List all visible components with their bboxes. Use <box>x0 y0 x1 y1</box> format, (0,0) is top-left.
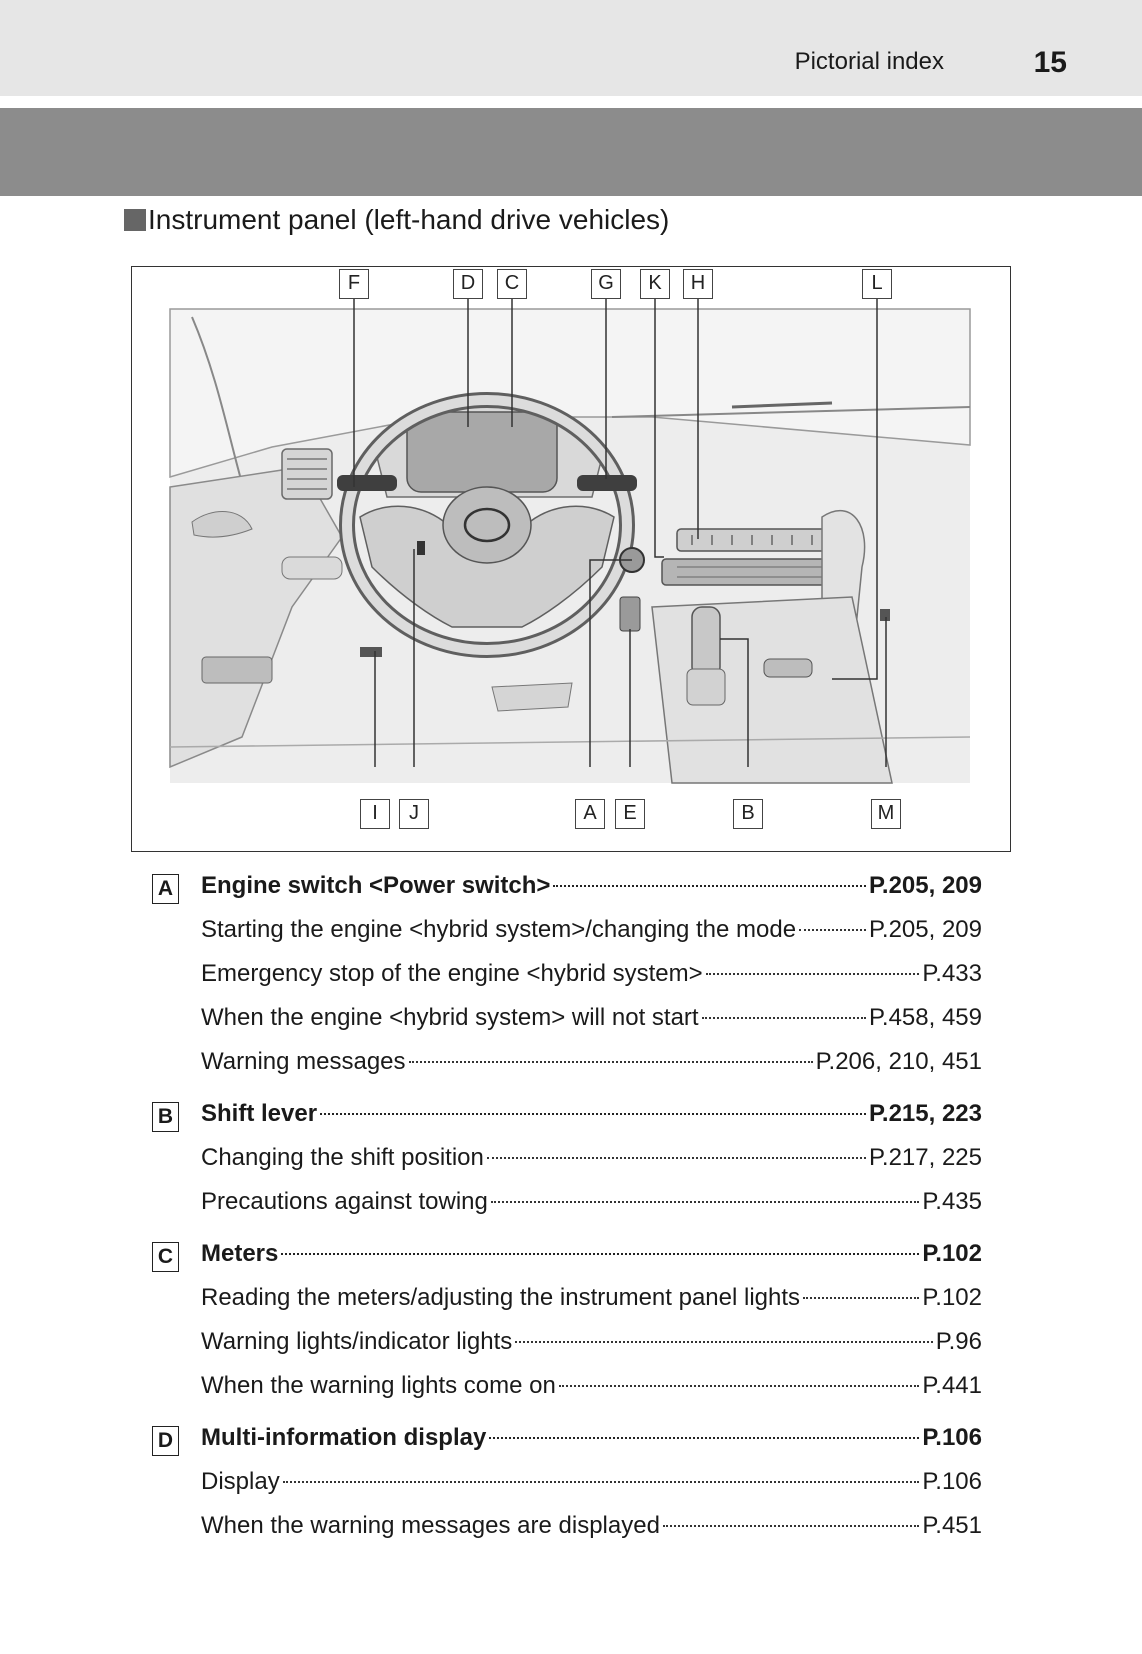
figure-label-c: C <box>497 269 527 299</box>
entry-row <box>201 1424 982 1452</box>
figure-label-a: A <box>575 799 605 829</box>
index-subentry <box>152 1138 982 1182</box>
index-subentry <box>152 1182 982 1226</box>
shift-lever <box>692 607 720 677</box>
entry-letter: B <box>152 1102 179 1132</box>
subentry-pages: P.206, 210, 451 <box>815 1048 982 1075</box>
steering-switch <box>417 541 425 555</box>
subentry-pages: P.458, 459 <box>868 1004 982 1031</box>
index-subentry <box>152 1322 982 1366</box>
figure-label-i: I <box>360 799 390 829</box>
entry-pages: P.102 <box>922 1240 982 1267</box>
entry-letter: C <box>152 1242 179 1272</box>
dot-leader <box>803 1297 919 1299</box>
subentry-label: When the warning messages are displayed <box>201 1512 660 1539</box>
entry-row <box>201 1100 982 1128</box>
dot-leader <box>409 1061 813 1063</box>
dot-leader <box>320 1113 866 1115</box>
entry-title: Engine switch <Power switch> <box>201 872 551 899</box>
foot-lever <box>360 647 382 657</box>
index-entry-b <box>152 1094 982 1138</box>
square-bullet-icon <box>124 209 146 231</box>
dot-leader <box>702 1017 866 1019</box>
index-entry-c <box>152 1234 982 1278</box>
dot-leader <box>491 1201 920 1203</box>
entry-letter: D <box>152 1426 179 1456</box>
subentry-label: Precautions against towing <box>201 1188 488 1215</box>
chapter-band <box>0 108 1142 196</box>
subentry-label: When the warning lights come on <box>201 1372 556 1399</box>
dot-leader <box>515 1341 932 1343</box>
subentry-pages: P.217, 225 <box>868 1144 982 1171</box>
shift-lever-base <box>687 669 725 705</box>
subentry-pages: P.451 <box>922 1512 982 1539</box>
figure-label-m: M <box>871 799 901 829</box>
meter-cluster <box>407 412 557 492</box>
entry-pages: P.205, 209 <box>868 872 982 899</box>
subentry-pages: P.102 <box>922 1284 982 1311</box>
subentry-label: Display <box>201 1468 280 1495</box>
subentry-pages: P.435 <box>922 1188 982 1215</box>
window-switches <box>202 657 272 683</box>
index-subentry <box>152 1462 982 1506</box>
subentry-label: Warning lights/indicator lights <box>201 1328 513 1355</box>
climate-control-panel <box>662 559 842 585</box>
dot-leader <box>487 1157 866 1159</box>
dot-leader <box>281 1253 919 1255</box>
center-vents <box>677 529 837 551</box>
dot-leader <box>489 1437 919 1439</box>
dot-leader <box>553 885 866 887</box>
section-name: Pictorial index <box>794 48 944 75</box>
entry-letter: A <box>152 874 179 904</box>
figure-label-l: L <box>862 269 892 299</box>
index-subentry <box>152 1506 982 1550</box>
figure-label-f: F <box>339 269 369 299</box>
drive-mode-switch <box>620 597 640 631</box>
subentry-label: Warning messages <box>201 1048 406 1075</box>
remote-touch <box>764 659 812 677</box>
dot-leader <box>283 1481 920 1483</box>
dot-leader <box>663 1525 919 1527</box>
dot-leader <box>559 1385 920 1387</box>
subentry-label: When the engine <hybrid system> will not start <box>201 1004 699 1031</box>
subentry-pages: P.433 <box>922 960 982 987</box>
instrument-panel-illustration <box>131 266 1011 852</box>
dashboard-drawing <box>132 267 1010 851</box>
figure-label-h: H <box>683 269 713 299</box>
section-title-text: Instrument panel (left-hand drive vehicles) <box>148 204 670 235</box>
left-stalk <box>337 475 397 491</box>
entry-title: Multi-information display <box>201 1424 487 1451</box>
index-entry-d <box>152 1418 982 1462</box>
light-switch-panel <box>282 557 342 579</box>
steering-hub <box>443 487 531 563</box>
figure-label-g: G <box>591 269 621 299</box>
index-subentry <box>152 998 982 1042</box>
page-number: 15 <box>1033 46 1067 79</box>
section-title <box>124 204 669 236</box>
accelerator-pedal <box>492 683 572 711</box>
dot-leader <box>799 929 866 931</box>
subentry-pages: P.106 <box>922 1468 982 1495</box>
subentry-label: Reading the meters/adjusting the instrument panel lights <box>201 1284 801 1311</box>
index-entry-a <box>152 866 982 910</box>
figure-label-b: B <box>733 799 763 829</box>
index-subentry <box>152 1366 982 1410</box>
left-air-vent <box>282 449 332 499</box>
entry-row <box>201 872 982 900</box>
entry-pages: P.215, 223 <box>868 1100 982 1127</box>
hood-release <box>880 609 890 621</box>
figure-label-d: D <box>453 269 483 299</box>
figure-label-j: J <box>399 799 429 829</box>
subentry-pages: P.96 <box>935 1328 982 1355</box>
index-subentry <box>152 954 982 998</box>
entry-title: Meters <box>201 1240 279 1267</box>
index-subentry <box>152 910 982 954</box>
subentry-label: Changing the shift position <box>201 1144 484 1171</box>
index-subentry <box>152 1042 982 1086</box>
subentry-label: Emergency stop of the engine <hybrid system> <box>201 960 703 987</box>
dot-leader <box>706 973 920 975</box>
subentry-pages: P.441 <box>922 1372 982 1399</box>
figure-label-k: K <box>640 269 670 299</box>
pictorial-index-list <box>152 866 982 1550</box>
entry-row <box>201 1240 982 1268</box>
entry-title: Shift lever <box>201 1100 318 1127</box>
figure-label-e: E <box>615 799 645 829</box>
subentry-pages: P.205, 209 <box>868 916 982 943</box>
right-stalk <box>577 475 637 491</box>
subentry-label: Starting the engine <hybrid system>/changing the mode <box>201 916 797 943</box>
entry-pages: P.106 <box>922 1424 982 1451</box>
header-band <box>0 0 1142 96</box>
index-subentry <box>152 1278 982 1322</box>
